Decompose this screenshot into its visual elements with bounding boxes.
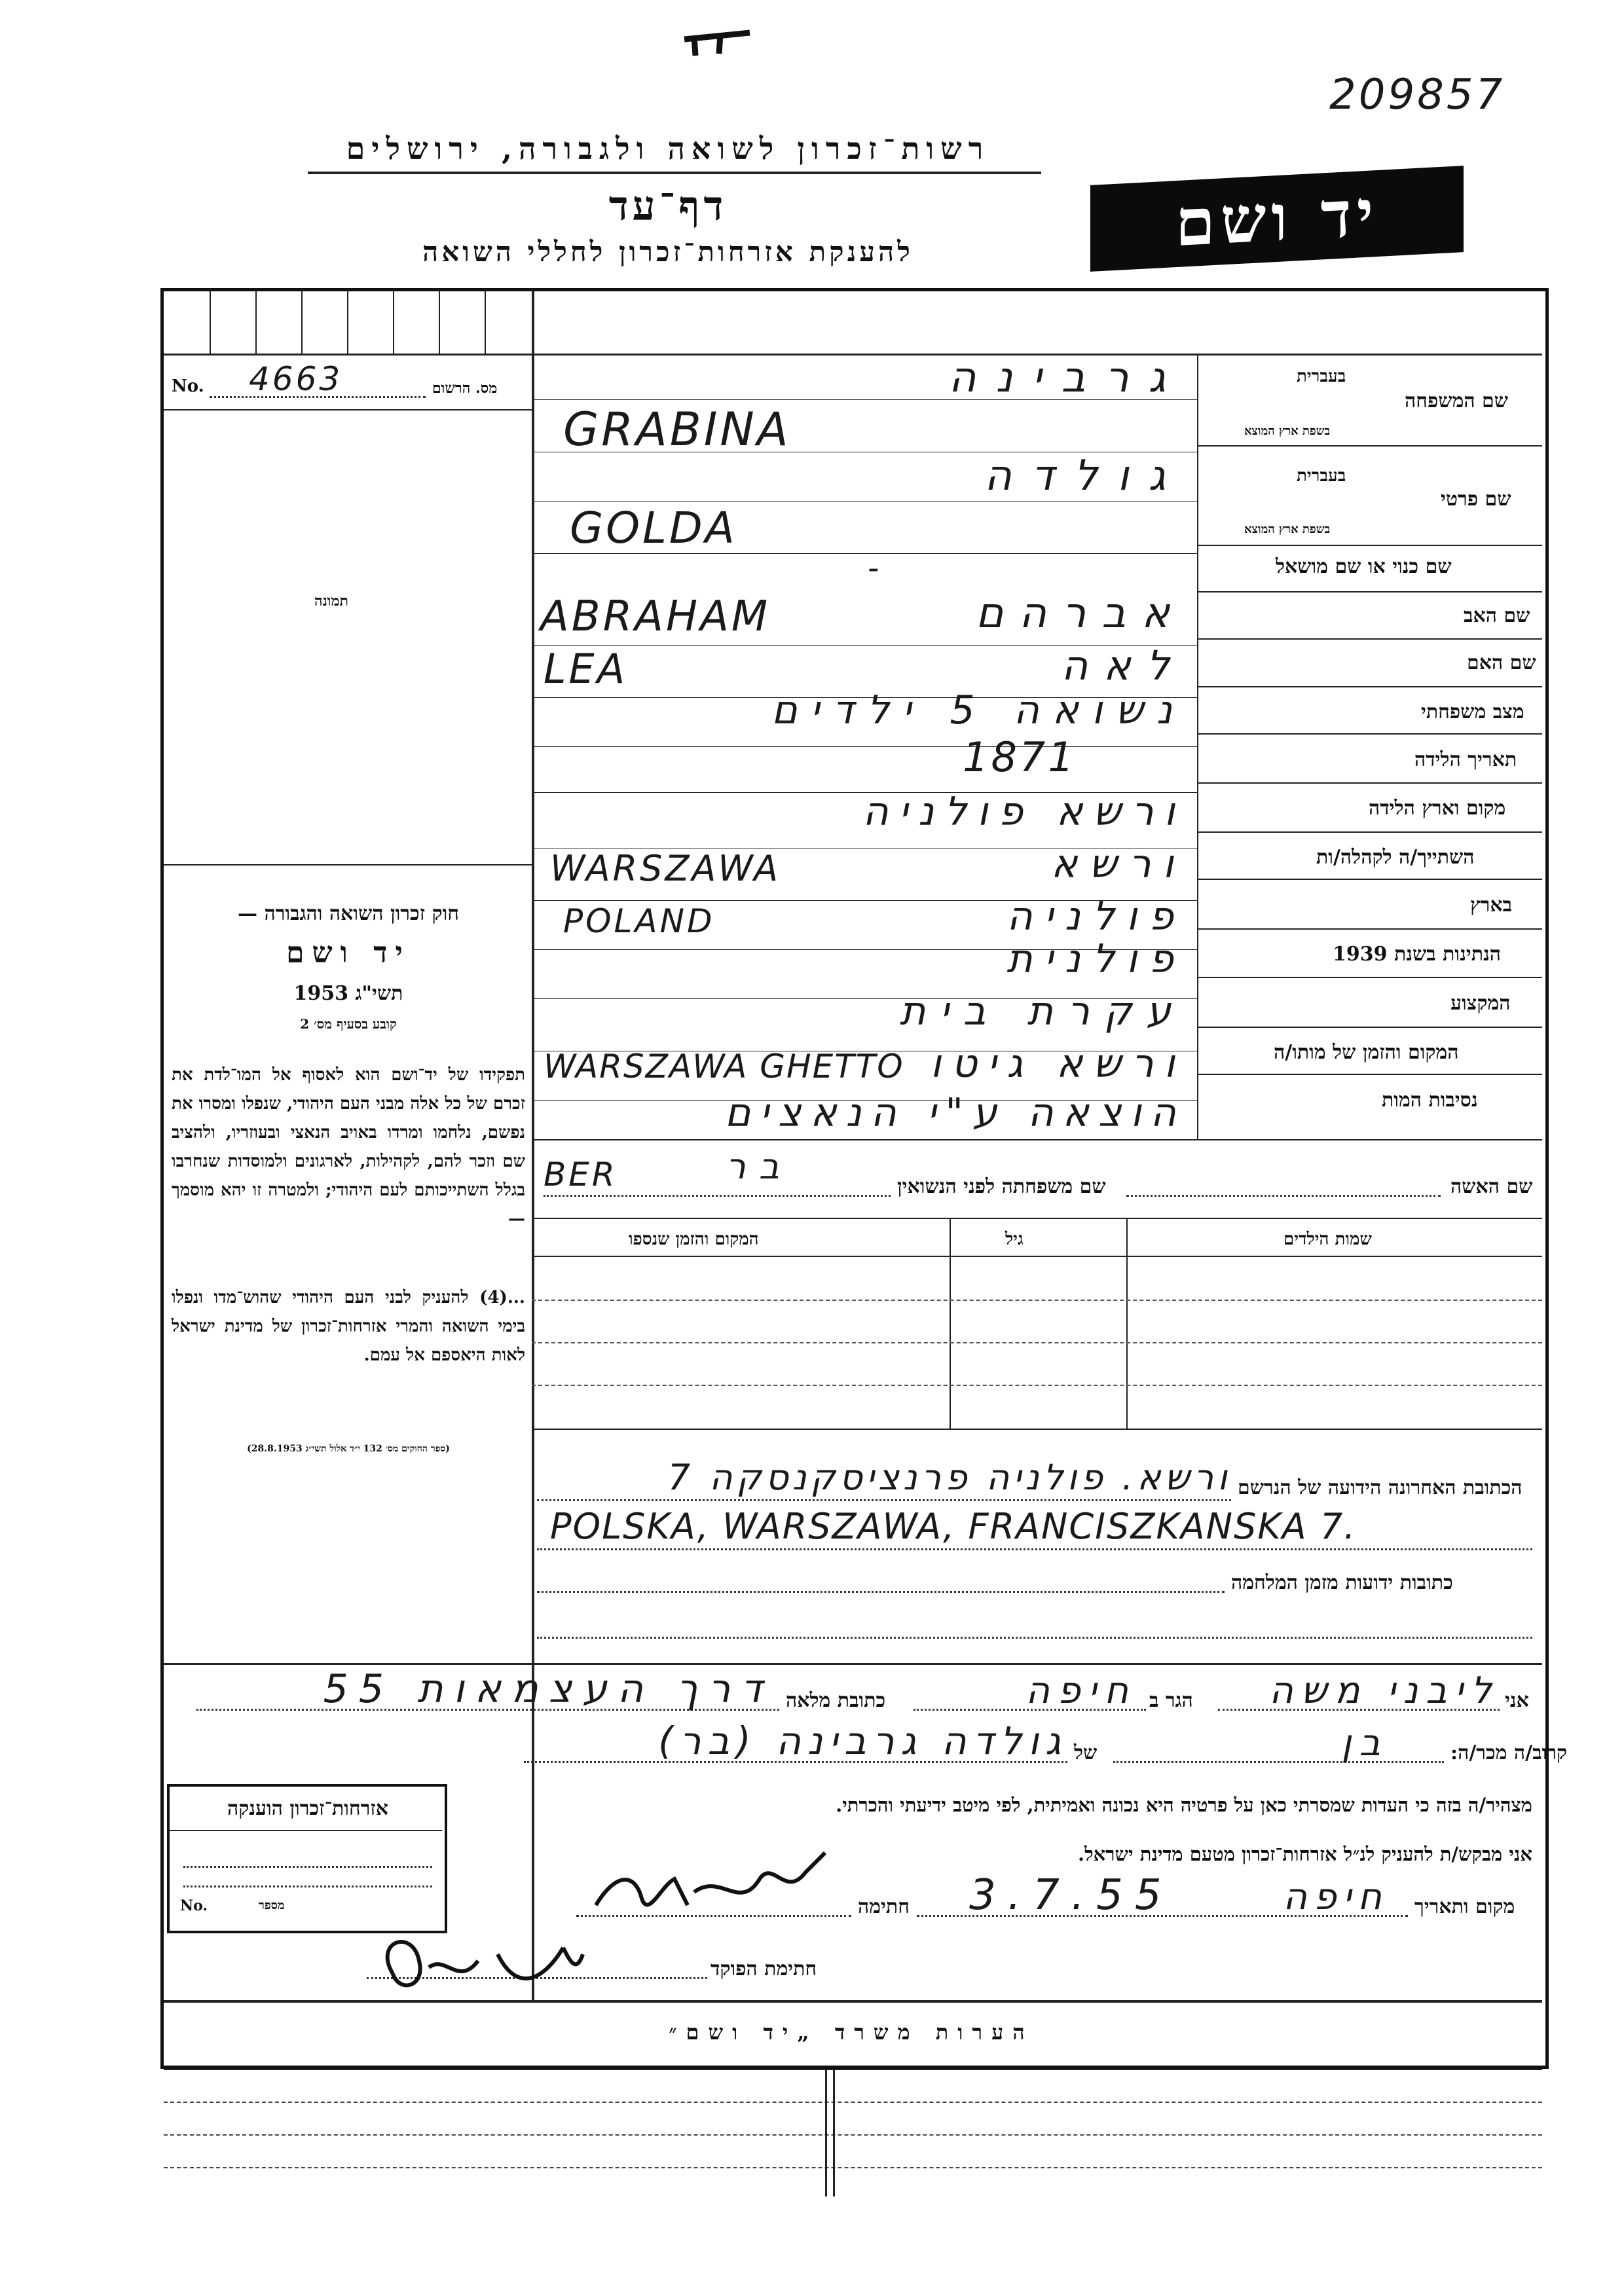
spouse-value-latin: BER [544,1156,618,1194]
citizenship-box-title: אזרחות־זכרון הוענקה [227,1797,389,1820]
field-line [532,746,1197,747]
death-place-hebrew: ורשא גיטו [930,1041,1185,1087]
declaration-request: אני מבקש/ת להעניק לנ״ל אזרחות־זכרון מטעם מדינת ישראל. [1078,1843,1532,1865]
registration-heb-label: מס. הרשום [432,380,498,397]
authority-underline [308,172,1041,174]
hebrew-label-1: בעברית [1297,367,1346,386]
notes-divider [833,2069,835,2196]
spouse-value-hebrew: בר [726,1146,792,1187]
nickname-value: - [868,550,882,587]
citizenship-value: פולנית [1006,936,1185,982]
community-latin: WARSZAWA [550,848,781,889]
row-line [1197,591,1542,592]
family-name-hebrew: גרבינה [948,354,1185,402]
citizenship-box-line [170,1830,442,1831]
registration-no-value: 4663 [249,360,343,398]
officer-label: חתימת הפוקד [710,1958,817,1980]
notes-top-line [164,2000,1542,2003]
row-line [1197,1074,1542,1075]
first-name-latin: GOLDA [570,503,737,553]
of-label: של [1074,1741,1098,1764]
top-grid-line [210,291,211,354]
row-line [1197,879,1542,880]
notes-row-line [164,2167,1542,2168]
archive-number: 209857 [1329,71,1505,119]
mother-name-latin: LEA [544,645,628,693]
declaration-statement: מצהיר/ה בזה כי העדות שמסרתי כאן על פרטיה היא נכונה ואמיתית, לפי מיטב ידיעתי והכרתי. [836,1794,1532,1816]
date-value: 3.7.55 [969,1871,1173,1920]
children-header-names: שמות הילדים [1283,1230,1372,1249]
law-section: קובע בסעיף מס׳ 2 [300,1016,397,1032]
last-address-hebrew: ורשא. פולניה פרנציסקנסקה 7 [667,1457,1231,1498]
spouse-maiden-line [544,1195,891,1197]
children-row-line [532,1385,1542,1386]
photo-label: תמונה [314,592,348,610]
marital-value: נשואה 5 ילדים [771,687,1185,733]
spouse-maiden-label: שם משפחתה לפני הנשואין [897,1175,1106,1198]
marital-label: מצב משפחתי [1421,701,1524,723]
top-grid-line [347,291,348,354]
yad-vashem-logo: יד ושם [1090,166,1464,272]
death-place-latin: WARSZAWA GHETTO [544,1048,904,1085]
row-line [1197,831,1542,833]
last-address-label: הכתובת האחרונה הידועה של הנרשם [1238,1476,1522,1499]
place-date-label: מקום ותאריך [1414,1895,1515,1918]
notes-line [164,2069,1542,2070]
form-subtitle: להענקת אזרחות־זכרון לחללי השואה [422,236,913,268]
top-grid-line [255,291,257,354]
children-col-line [1126,1218,1128,1429]
father-label: שם האב [1464,604,1530,627]
declarant-value: ליבני משה [1269,1669,1500,1712]
spouse-label: שם האשה [1450,1175,1533,1198]
origin-lang-label-1: בשפת ארץ המוצא [1244,424,1331,438]
country-label: בארץ [1470,894,1513,917]
father-name-hebrew: אברהם [975,589,1185,638]
field-line [532,553,1197,554]
birth-date-label: תאריך הלידה [1414,748,1517,771]
row-line [1197,638,1542,640]
row-line [1197,782,1542,784]
stamp-mark [681,26,753,59]
children-bottom-line [532,1429,1542,1430]
law-paragraph-2: ...(4) להעניק לבני העם היהודי שהוש־מדו ונפלו בימי השואה והמרי אזרחות־זכרון של מדינת ישראל לאות היאספם אל עמם. [172,1288,525,1365]
birth-place-value: ורשא פולניה [862,789,1185,835]
signature-label: חתימה [858,1895,910,1918]
citizenship-box-row [183,1866,432,1868]
top-grid-line [301,291,303,354]
declaration-top-line [164,1663,1542,1665]
last-address-latin: POLSKA, WARSZAWA, FRANCISZKANSKA 7. [550,1506,1357,1547]
wartime-address-label: כתובות ידועות מזמן המלחמה [1231,1571,1453,1594]
children-col-line [950,1218,951,1429]
registration-row-line [164,409,532,410]
spouse-top-line [532,1139,1542,1140]
authority-name: רשות־זכרון לשואה ולגבורה, ירושלים [346,131,990,166]
spouse-line [1126,1195,1441,1197]
birth-year-value: 1871 [963,733,1077,781]
last-address-line-2 [537,1548,1532,1550]
first-name-hebrew: גולדה [984,452,1185,500]
family-name-label: שם המשפחה [1405,390,1509,412]
row-line [1197,1027,1542,1028]
birth-place-label: מקום וארץ הלידה [1369,797,1506,820]
full-address-value: דרך העצמאות 55 [323,1666,773,1712]
nickname-label: שם כנוי או שם מושאל [1276,555,1452,578]
form-title: דף־עד [608,182,728,230]
death-cause-value: הוצאה ע"י הנאצים [724,1090,1185,1136]
family-name-latin: GRABINA [563,403,791,456]
notes-divider [825,2069,827,2196]
children-header-age: גיל [1005,1230,1024,1249]
country-hebrew: פולניה [1006,894,1185,939]
resident-value: חיפה [1025,1669,1136,1712]
citizenship-box-row [183,1886,432,1887]
father-name-latin: ABRAHAM [540,592,771,641]
first-name-label: שם פרטי [1441,488,1511,511]
children-header-place: המקום והזמן שנספו [629,1230,759,1249]
row-line [1197,445,1542,446]
declarant-signature [589,1833,838,1931]
of-value: גולדה גרבינה (בר) [658,1719,1067,1763]
children-row-line [532,1342,1542,1343]
notes-title: הערות משרד „יד ושם״ [669,2020,1034,2045]
row-line [1197,686,1542,687]
last-address-line [537,1499,1231,1501]
origin-lang-label-2: בשפת ארץ המוצא [1244,522,1331,536]
row-line [1197,977,1542,978]
law-paragraph-1: תפקידו של יד־ושם הוא לאסוף אל המו־לדת את זכרם של כל אלה מבני העם היהודי, שנפלו ומסרו את נפשם, נלחמו ומרדו באויב הנאצי ובעוזריו, ולהציב שם וזכר להם, לקהילות, לארגונים ולמוסדות שנחרבו בגלל השתייכותם לעם היהודי; ולמטרה זו יהא מוסמך— [172,1065,525,1229]
death-cause-label: נסיבות המות [1382,1089,1478,1112]
row-line [1197,545,1542,546]
relation-value: בן [1341,1722,1388,1764]
community-label: השתייך/ה לקהלה/ות [1316,846,1475,869]
notes-row-line [164,2102,1542,2103]
children-top-line [532,1218,1542,1219]
full-address-label: כתובת מלאה [786,1689,886,1712]
place-value: חיפה [1283,1876,1388,1918]
country-latin: POLAND [563,902,715,940]
row-line [1197,733,1542,735]
law-title: חוק זכרון השואה והגבורה — [238,902,459,925]
photo-box-bottom [164,864,532,866]
row-line [1197,928,1542,930]
children-row-line [532,1300,1542,1301]
resident-label: הגר ב [1149,1689,1193,1712]
profession-value: עקרת בית [899,989,1185,1034]
citizenship-box-no-label: No. [180,1897,208,1914]
registration-no-label: No. [172,376,204,396]
label-column-divider [1197,354,1198,1139]
mother-name-hebrew: לאה [1061,642,1185,689]
wartime-address-line-2 [537,1637,1532,1639]
declarant-i-label: אני [1505,1689,1529,1712]
death-place-label: המקום והזמן של מותו/ה [1274,1041,1459,1064]
law-name: יד ושם [286,936,411,970]
notes-row-line [164,2134,1542,2136]
top-grid-line [439,291,440,354]
wartime-address-line [537,1591,1225,1593]
profession-label: המקצוע [1450,992,1511,1015]
law-source: (ספר החוקים מס׳ 132 י״ד אלול תשי״ג 28.8.1953) [247,1444,450,1454]
top-grid-line [485,291,486,354]
community-hebrew: ורשא [1051,841,1185,887]
citizenship-label: הנתינות בשנת 1939 [1333,943,1502,966]
children-header-line [532,1256,1542,1257]
hebrew-label-2: בעברית [1297,466,1346,486]
law-year: תשי"ג 1953 [293,982,403,1005]
top-grid-line [393,291,394,354]
relation-label: קרוב/ה מכר/ה: [1450,1741,1568,1764]
citizenship-box-no-heb: מספר [259,1899,285,1912]
mother-label: שם האם [1467,651,1536,674]
